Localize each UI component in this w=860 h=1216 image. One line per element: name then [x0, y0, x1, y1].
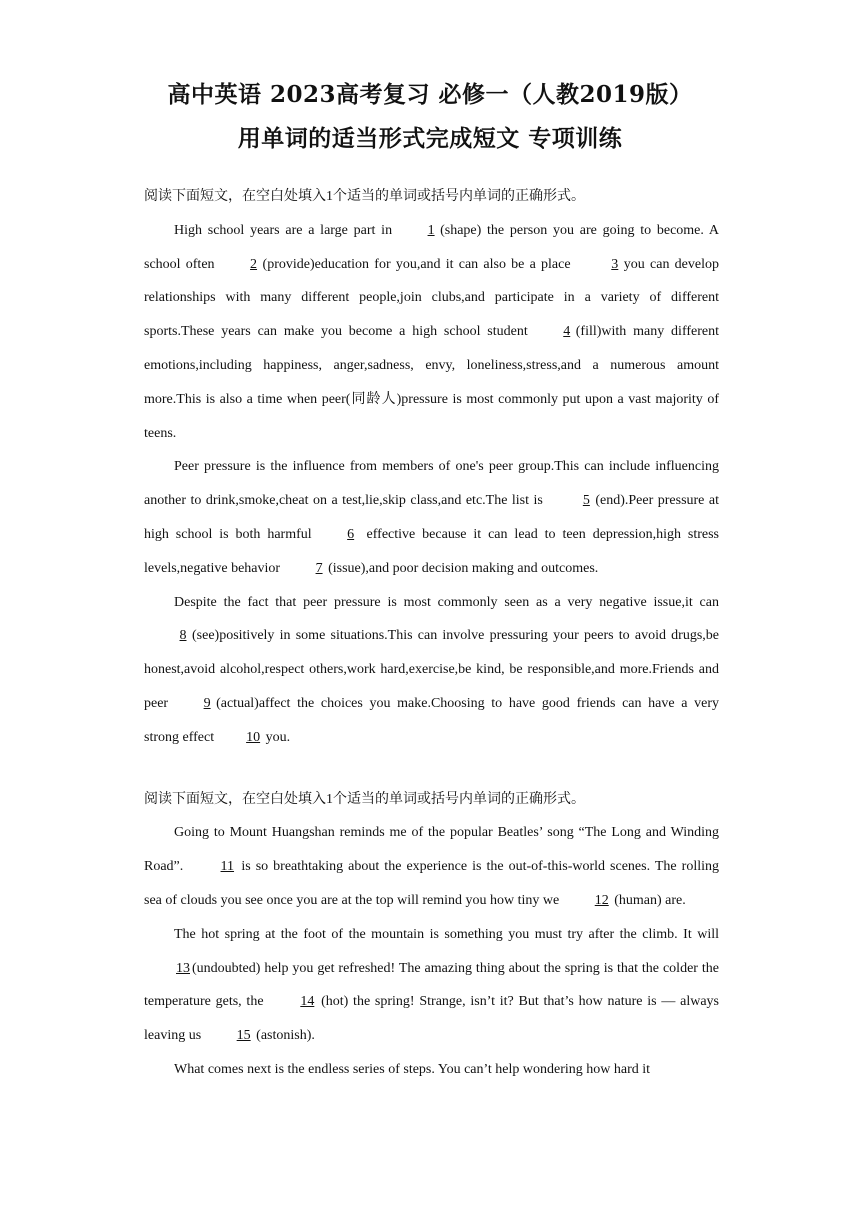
passage-text: (hot) the spring! Strange, isn’t it? But that’s how nature is — always leaving us — [144, 994, 719, 1044]
instruction-text: 阅读下面短文，在空白处填入1个适当的单词或括号内单词的正确形式。 — [144, 189, 585, 204]
passage-paragraph — [144, 1053, 719, 1087]
passage-text: (fill)with many different emotions,including happiness, anger,sadness, envy, loneliness,stress,and a numerous amount more.This is also a time when peer(同龄人)pressure is most commonly put upon a vast majority of teens. — [144, 324, 719, 441]
passage-paragraph — [144, 214, 719, 451]
blank-11: 11 — [220, 859, 235, 875]
blank-14: 14 — [300, 994, 315, 1010]
passage-text: (see)positively in some situations.This can involve pressuring your peers to avoid drugs,be honest,avoid alcohol,respect others,work hard,exercise,be kind, be responsible,and more.Friends and peer — [144, 628, 719, 711]
blank-2: 2 — [250, 256, 258, 272]
blank-12: 12 — [594, 892, 609, 908]
document-subtitle: 用单词的适当形式完成短文 专项训练 — [237, 125, 623, 152]
passage-text: What comes next is the endless series of steps. You can’t help wondering how hard it — [174, 1061, 651, 1077]
passage-text: High school years are a large part in — [174, 222, 393, 238]
passage-text: (provide)education for you,and it can also be a place — [262, 256, 576, 272]
document-body — [144, 180, 719, 1087]
passage-text: you. — [262, 729, 291, 745]
instruction-text: 阅读下面短文，在空白处填入1个适当的单词或括号内单词的正确形式。 — [144, 791, 585, 807]
blank-13: 13 — [176, 960, 190, 976]
document-title: 高中英语 2023高考复习 必修一（人教2019版） — [167, 81, 693, 108]
blank-15: 15 — [236, 1028, 251, 1044]
blank-4: 4 — [563, 324, 571, 340]
section-spacer — [144, 755, 719, 783]
passage-text: (actual)affect the choices you make.Choosing to have good friends can have a very strong effect — [144, 695, 719, 745]
passage-paragraph — [144, 450, 719, 585]
blank-8: 8 — [179, 628, 187, 644]
blank-9: 9 — [203, 695, 211, 711]
blank-3: 3 — [611, 256, 619, 272]
passage-text: (issue),and poor decision making and outcomes. — [328, 560, 599, 576]
passage-paragraph — [144, 918, 719, 1053]
blank-6: 6 — [347, 526, 355, 542]
blank-10: 10 — [246, 729, 261, 745]
passage-text: Despite the fact that peer pressure is most commonly seen as a very negative issue,it can — [174, 594, 719, 610]
passage-text: Peer pressure is the influence from members of one's peer group.This can include influencing another to drink,smoke,cheat on a test,lie,skip class,and etc.The list is — [144, 459, 719, 509]
blank-7: 7 — [315, 560, 323, 576]
passage-text: effective because it can lead to teen depression,high stress levels,negative behavior — [144, 526, 719, 576]
passage-text: (astonish). — [252, 1028, 315, 1044]
passage-text: is so breathtaking about the experience is the out-of-this-world scenes. The rolling sea of clouds you see once you are at the top will remind you how tiny we — [144, 859, 719, 908]
blank-5: 5 — [582, 493, 590, 509]
passage-text: (shape) the person you are going to become. A school often — [144, 222, 719, 272]
passage-text: Going to Mount Huangshan reminds me of the popular Beatles’ song “The Long and Winding Road”. — [144, 825, 719, 875]
passage-text: (human) are. — [610, 892, 686, 908]
passage-paragraph — [144, 586, 719, 755]
passage-text: The hot spring at the foot of the mountain is something you must try after the climb. It will — [174, 926, 719, 942]
passage-text: you can develop relationships with many different people,join clubs,and participate in a variety of different sports.These years can make you become a high school student — [144, 256, 719, 340]
passage-text: (undoubted) help you get refreshed! The amazing thing about the spring is that the colder the temperature gets, the — [144, 960, 719, 1010]
passage-text: (end).Peer pressure at high school is both harmful — [144, 493, 719, 542]
blank-1: 1 — [427, 222, 435, 238]
passage-paragraph — [144, 816, 719, 917]
